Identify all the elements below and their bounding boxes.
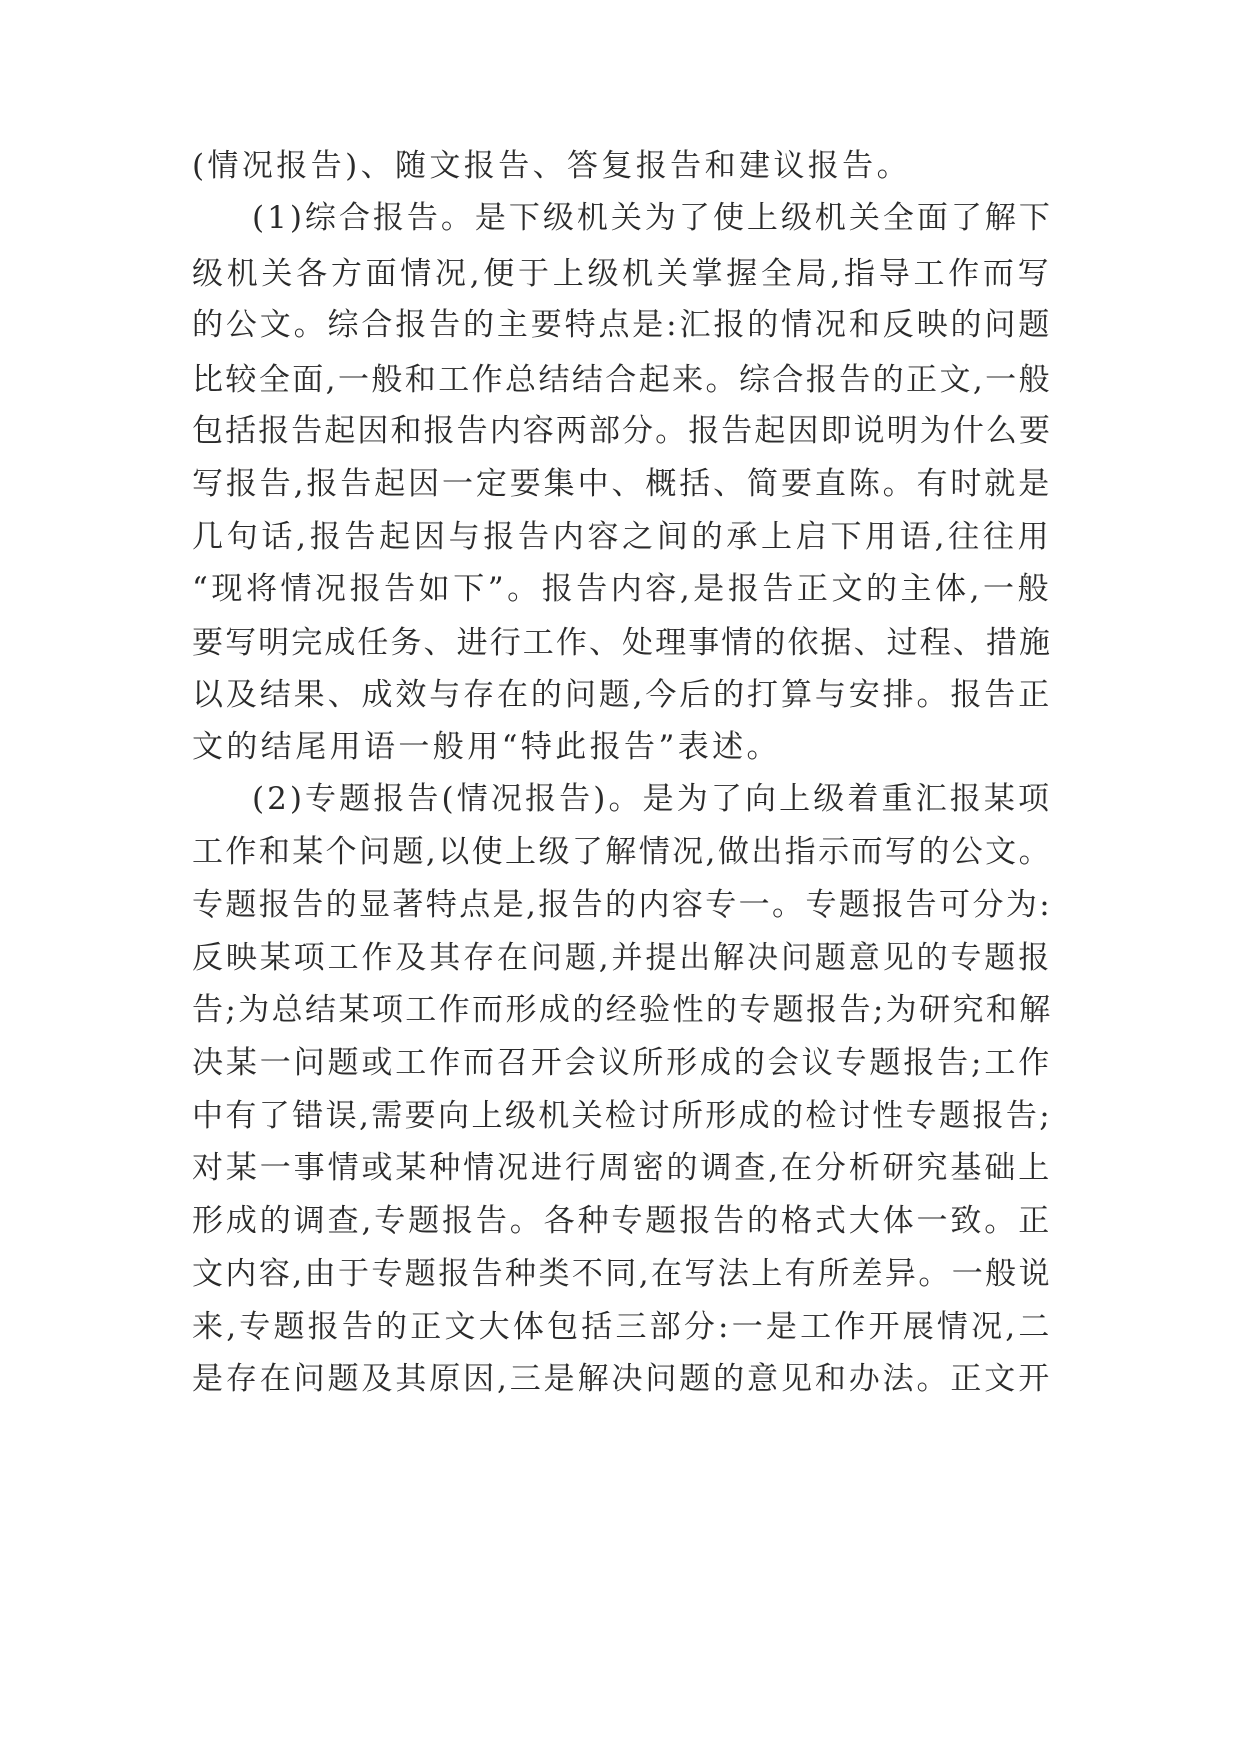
text-line: 写报告,报告起因一定要集中、概括、简要直陈。有时就是 [192,466,1052,502]
text-line: 专题报告的显著特点是,报告的内容专一。专题报告可分为: [192,887,1053,923]
text-line: 反映某项工作及其存在问题,并提出解决问题意见的专题报 [192,940,1052,976]
text-line: 决某一问题或工作而召开会议所形成的会议专题报告;工作 [192,1045,1052,1081]
text-line: 工作和某个问题,以使上级了解情况,做出指示而写的公文。 [192,834,1052,870]
text-line: (1)综合报告。是下级机关为了使上级机关全面了解下 [252,200,1053,236]
text-line: 文的结尾用语一般用“特此报告”表述。 [192,729,781,765]
text-line: 的公文。综合报告的主要特点是:汇报的情况和反映的问题 [192,307,1052,343]
text-line: 告;为总结某项工作而形成的经验性的专题报告;为研究和解 [192,992,1053,1028]
text-line: 要写明完成任务、进行工作、处理事情的依据、过程、措施 [192,625,1052,661]
text-line: 对某一事情或某种情况进行周密的调查,在分析研究基础上 [192,1150,1052,1186]
text-line: “现将情况报告如下”。报告内容,是报告正文的主体,一般 [192,571,1052,607]
text-line: 中有了错误,需要向上级机关检讨所形成的检讨性专题报告; [192,1098,1053,1134]
text-line: 来,专题报告的正文大体包括三部分:一是工作开展情况,二 [192,1309,1053,1345]
text-line: 以及结果、成效与存在的问题,今后的打算与安排。报告正 [192,677,1052,713]
text-line: 文内容,由于专题报告种类不同,在写法上有所差异。一般说 [192,1256,1052,1292]
text-line: 比较全面,一般和工作总结结合起来。综合报告的正文,一般 [192,362,1052,398]
text-line: (情况报告)、随文报告、答复报告和建议报告。 [192,148,911,184]
text-line: 是存在问题及其原因,三是解决问题的意见和办法。正文开 [192,1361,1052,1397]
text-line: 包括报告起因和报告内容两部分。报告起因即说明为什么要 [192,413,1052,449]
text-line: 级机关各方面情况,便于上级机关掌握全局,指导工作而写 [192,256,1052,292]
text-line: 几句话,报告起因与报告内容之间的承上启下用语,往往用 [192,519,1052,555]
text-line: (2)专题报告(情况报告)。是为了向上级着重汇报某项 [252,781,1052,817]
text-line: 形成的调查,专题报告。各种专题报告的格式大体一致。正 [192,1203,1052,1239]
